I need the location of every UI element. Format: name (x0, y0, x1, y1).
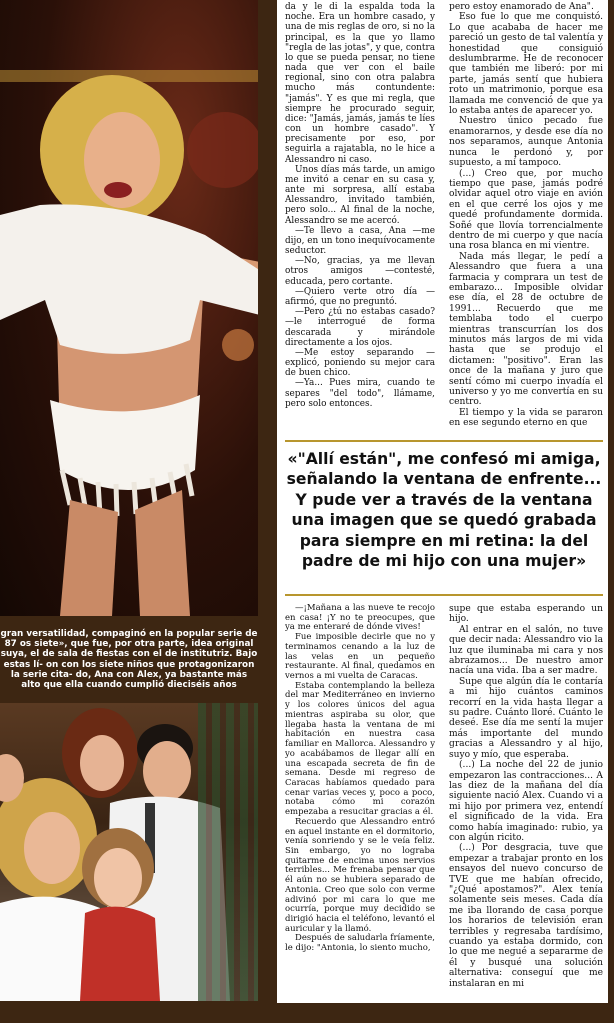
article-column-3 (285, 604, 435, 1000)
photo-performer (0, 0, 258, 616)
paragraph: —Pero ¿tú no estabas casado? —le interrogué de forma descarada y mirándole directamente a los ojos. (285, 307, 435, 348)
paragraph: Eso fue lo que me conquistó. Lo que acababa de hacer me pareció un gesto de tal valentía y honestidad que consiguió deslumbrarme. He de reconocer que también me liberó: por mi parte, jamás sentí que hubiera roto un matrimonio, porque esa llamada me convenció de que ya lo estaba antes de aparecer yo. (449, 12, 603, 117)
article-column-4 (449, 604, 603, 1000)
paragraph: Estaba contemplando la belleza del mar Mediterráneo en invierno y los colores únicos del agua mientras aspiraba su olor, que llegaba hasta la ventana de mi habitación en nuestra casa familiar en Mallorca. Alessandro y yo acabábamos de llegar allí en una escapada secreta de fin de semana. Desde mi regreso de Caracas habíamos quedado para cenar varias veces y, poco a poco, notaba cómo mi corazón empezaba a resucitar gracias a él. (285, 680, 435, 818)
paragraph: (...) Por desgracia, tuve que empezar a trabajar pronto en los ensayos del nuevo concurso de TVE que me habían ofrecido, "¿Qué apostamos?". Alex tenía solamente seis meses. Cada día me iba llorando de casa porque los horarios de televisión eran terribles y regresaba tardísimo, cuando ya estaba dormido, con lo que me negué a separarme de él y busqué una solución alternativa: conseguí que me instalaran en mi (449, 843, 603, 989)
paragraph: Nuestro único pecado fue enamorarnos, y desde ese día no nos separamos, aunque Antonia nunca le perdonó y, por supuesto, a mí tampoco. (449, 116, 603, 169)
article-panel (277, 0, 608, 1003)
paragraph: supe que estaba esperando un hijo. (449, 604, 603, 625)
paragraph: —Quiero verte otro día —afirmó, que no preguntó. (285, 286, 435, 307)
paragraph: Al entrar en el salón, no tuve que decir nada: Alessandro vio la luz que iluminaba mi cara y nos abrazamos... De nuestro amor nacía una vida. Iba a ser madre. (449, 624, 603, 677)
paragraph: —Te llevo a casa, Ana —me dijo, en un tono inequívocamente seductor. (285, 225, 435, 257)
photo-caption: gran versatilidad, compaginó en la popular serie de 87 os siete», que fue, por otra parte, idea original suya, el de sala de fiestas con el de institutriz. Bajo estas lí- on con los siete niños que protagonizaron la serie cita- do, Ana con Alex, ya bastante más alto que ella cuando cumplió dieciséis años (0, 629, 258, 691)
paragraph: —¡Mañana a las nueve te recojo en casa! ¡Y no te preocupes, que ya me enteraré de dónde vives! (285, 603, 435, 633)
paragraph: Unos días más tarde, un amigo me invitó a cenar en su casa y, ante mi sorpresa, allí estaba Alessandro, invitado también, pero solo... Al final de la noche, Alessandro se me acercó. (285, 164, 435, 226)
article-column-2 (449, 2, 603, 434)
paragraph: Supe que algún día le contaría a mi hijo cuántos caminos recorrí en la vida hasta llegar a su padre. Cuánto lloré. Cuánto le deseé. Ese día me sentí la mujer más importante del mundo gracias a Alessandro y al hijo, suyo y mío, que esperaba. (449, 676, 603, 760)
photo-performer-illustration (0, 0, 258, 616)
pullquote: «"Allí están", me confesó mi amiga, señalando la ventana de enfrente... Y pude ver a través de la ventana una imagen que se quedó grabada para siempre en mi retina: la del padre de mi hijo con una mujer» (286, 450, 602, 570)
paragraph: El tiempo y la vida se pararon en ese segundo eterno en que (449, 407, 603, 429)
photo-group-illustration (0, 703, 258, 1001)
paragraph: Después de saludarla fríamente, le dijo: "Antonia, lo siento mucho, (285, 933, 435, 954)
paragraph: Recuerdo que Alessandro entró en aquel instante en el dormitorio, venía sonriendo y se le veía feliz. Sin embargo, yo no lograba quitarme de encima unos nervios terribles... Me frenaba pensar que él aún no se hubiera separado de Antonia. Creo que solo con verme adivinó por mi cara lo que me ocurría, porque muy decidido se dirigió hacia el teléfono, levantó el auricular y la llamó. (285, 816, 435, 934)
pullquote-rule-top (285, 440, 603, 442)
paragraph: —No, gracias, ya me llevan otros amigos —contesté, educada, pero cortante. (285, 256, 435, 287)
pullquote-rule-bottom (285, 594, 603, 596)
paragraph: —Ya... Pues mira, cuando te separes "del todo", llámame, pero solo entonces. (285, 378, 435, 409)
paragraph: Nada más llegar, le pedí a Alessandro que fuera a una farmacia y comprara un test de embarazo... Imposible olvidar ese día, el 28 de octubre de 1991... Recuerdo que me temblaba todo el cuerpo mientras transcurrían los dos minutos más largos de mi vida hasta que se produjo el dictamen: "positivo". Eran las once de la mañana y juro que sentí cómo mi cuerpo invadía el universo y yo me convertía en su centro. (449, 251, 603, 408)
paragraph: Fue imposible decirle que no y terminamos cenando a la luz de las velas en un pequeño restaurante. Al final, quedamos en vernos a mi vuelta de Caracas. (285, 632, 435, 682)
paragraph: (...) Creo que, por mucho tiempo que pase, jamás podré olvidar aquel otro viaje en avión en el que cerré los ojos y me quedé profundamente dormida. Soñé que llovía torrencialmente dentro de mi cuerpo y que nacía una rosa blanca en mi vientre. (449, 168, 603, 252)
photo-group (0, 703, 258, 1001)
paragraph: —Me estoy separando —explicó, poniendo su mejor cara de buen chico. (285, 347, 435, 379)
paragraph: (...) La noche del 22 de junio empezaron las contracciones... A las diez de la mañana del día siguiente nació Alex. Cuando vi a mi hijo por primera vez, entendí el significado de la vida. Era como había imaginado: rubio, ya con algún ricito. (449, 760, 603, 843)
paragraph: pero estoy enamorado de Ana". (449, 2, 594, 12)
paragraph: da y le di la espalda toda la noche. Era un hombre casado, y una de mis reglas de oro, si no la principal, es la que yo llamo "regla de las jotas", y que, contra lo que se pueda pensar, no tiene nada que ver con el baile regional, sino con otra palabra mucho más contundente: "jamás". Y es que mi regla, que siempre he procurado seguir, dice: "Jamás, jamás, jamás te líes con un hombre casado". Y precisamente por eso, por seguirla a rajatabla, no le hice a Alessandro ni caso. (285, 2, 435, 165)
article-column-1 (285, 2, 435, 434)
